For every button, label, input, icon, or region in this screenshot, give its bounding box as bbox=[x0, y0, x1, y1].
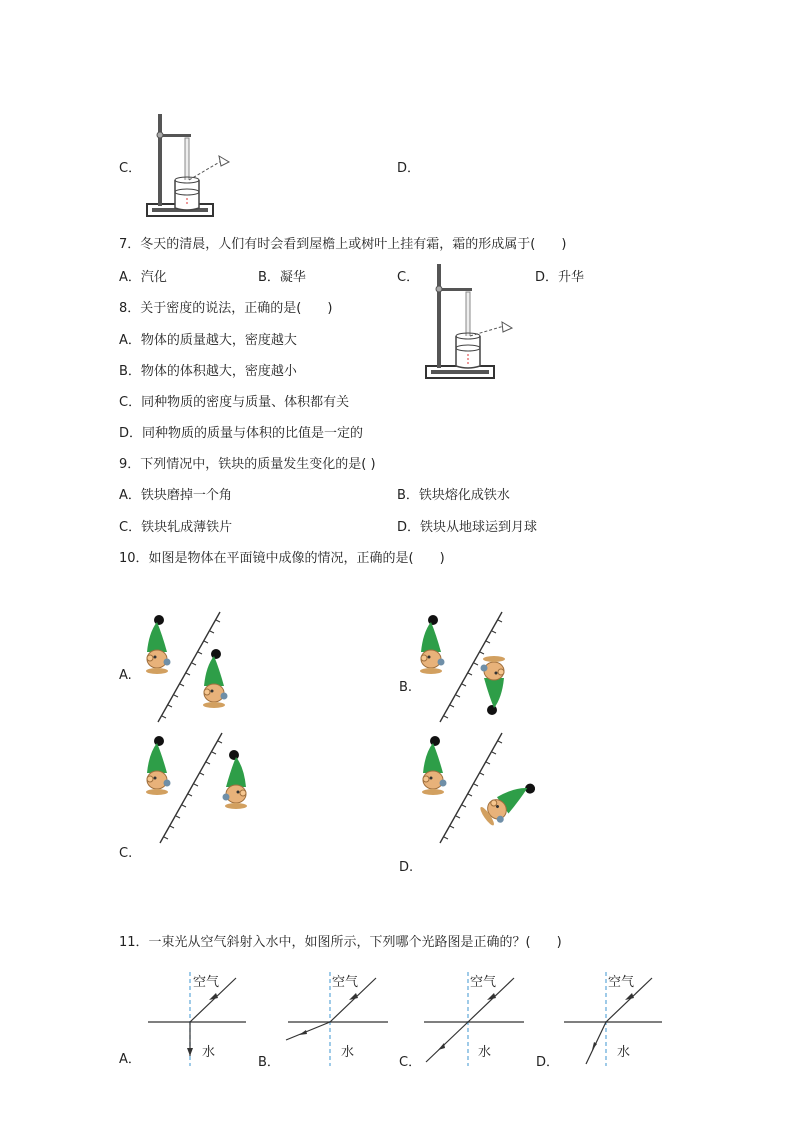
q10-stem: 10．如图是物体在平面镜中成像的情况，正确的是( ) bbox=[119, 551, 445, 566]
q11-b-water-label: 水 bbox=[341, 1045, 355, 1060]
q9-option-b: B．铁块熔化成铁水 bbox=[397, 488, 510, 503]
q11-option-d-label: D． bbox=[536, 1055, 560, 1070]
q11-option-b-label: B． bbox=[258, 1055, 280, 1070]
q6-option-c-figure bbox=[145, 112, 235, 222]
q7-stem: 7．冬天的清晨，人们有时会看到屋檐上或树叶上挂有霜，霜的形成属于( ) bbox=[119, 237, 567, 252]
q10-option-d-figure bbox=[416, 733, 531, 833]
q7-option-c: C． bbox=[397, 270, 420, 285]
q7-stand-figure bbox=[424, 262, 516, 380]
q11-c-air-label: 空气 bbox=[470, 975, 497, 990]
q10-option-c-label: C. bbox=[119, 846, 133, 861]
q7-option-a: A．汽化 bbox=[119, 270, 167, 285]
q11-d-air-label: 空气 bbox=[608, 975, 635, 990]
q11-option-a-label: A． bbox=[119, 1052, 141, 1067]
q7-option-b: B．凝华 bbox=[258, 270, 306, 285]
q9-option-c: C．铁块轧成薄铁片 bbox=[119, 520, 233, 535]
q11-stem: 11．一束光从空气斜射入水中，如图所示，下列哪个光路图是正确的？( ) bbox=[119, 935, 562, 950]
q8-option-d: D．同种物质的质量与体积的比值是一定的 bbox=[119, 426, 364, 441]
q11-option-c-label: C． bbox=[399, 1055, 422, 1070]
q11-c-water-label: 水 bbox=[478, 1045, 492, 1060]
q11-a-air-label: 空气 bbox=[193, 975, 220, 990]
q6-option-c-label: C． bbox=[119, 161, 142, 176]
q10-option-b-label: B. bbox=[399, 680, 413, 695]
q6-option-d-label: D． bbox=[397, 161, 421, 176]
q11-d-water-label: 水 bbox=[617, 1045, 631, 1060]
q10-option-d-label: D. bbox=[399, 860, 414, 875]
q10-option-a-label: A. bbox=[119, 668, 132, 683]
q9-stem: 9．下列情况中，铁块的质量发生变化的是( ) bbox=[119, 457, 376, 472]
q11-a-water-label: 水 bbox=[202, 1045, 216, 1060]
q7-option-d: D．升华 bbox=[535, 270, 585, 285]
q9-option-a: A．铁块磨掉一个角 bbox=[119, 488, 232, 503]
q10-option-a-figure bbox=[140, 610, 250, 710]
q8-stem: 8．关于密度的说法，正确的是( ) bbox=[119, 301, 333, 316]
q11-b-air-label: 空气 bbox=[332, 975, 359, 990]
q8-option-c: C．同种物质的密度与质量、体积都有关 bbox=[119, 395, 350, 410]
q10-option-b-figure bbox=[416, 612, 526, 717]
q10-option-c-figure bbox=[140, 733, 250, 833]
q8-option-b: B．物体的体积越大，密度越小 bbox=[119, 364, 297, 379]
q8-option-a: A．物体的质量越大，密度越大 bbox=[119, 333, 297, 348]
q9-option-d: D．铁块从地球运到月球 bbox=[397, 520, 538, 535]
